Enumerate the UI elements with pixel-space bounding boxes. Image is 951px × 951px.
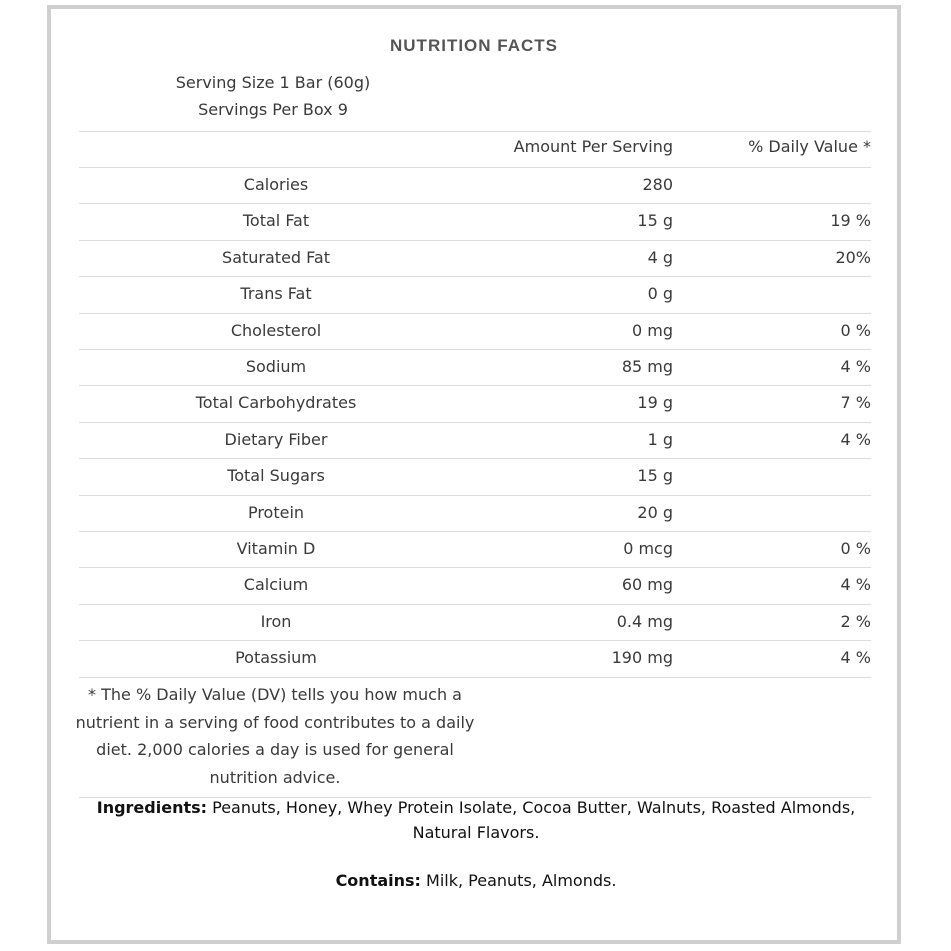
nutrient-name: Calories: [243, 175, 309, 194]
nutrient-name: Total Sugars: [227, 466, 325, 485]
row-divider: [79, 276, 871, 277]
nutrient-amount: 20 g: [637, 503, 673, 522]
nutrient-amount: 60 mg: [621, 575, 673, 594]
row-divider: [79, 458, 871, 459]
nutrient-name: Cholesterol: [230, 321, 322, 340]
ingredients-text: Peanuts, Honey, Whey Protein Isolate, Cocoa Butter, Walnuts, Roasted Almonds, Natural Flavors.: [207, 798, 856, 842]
nutrient-amount: 190 mg: [611, 648, 673, 667]
nutrient-amount: 0 g: [647, 284, 673, 303]
nutrient-daily-value: 2 %: [840, 612, 871, 631]
header-daily-value: % Daily Value *: [748, 137, 871, 156]
nutrient-name: Sodium: [245, 357, 307, 376]
nutrient-name: Protein: [247, 503, 305, 522]
nutrient-name: Calcium: [243, 575, 309, 594]
contains-label: Contains:: [335, 871, 421, 890]
nutrient-amount: 19 g: [637, 393, 673, 412]
row-divider: [79, 240, 871, 241]
allergen-statement: [81, 868, 871, 893]
nutrient-name: Vitamin D: [236, 539, 316, 558]
nutrient-amount: 0.4 mg: [616, 612, 673, 631]
nutrition-facts-panel: [47, 5, 901, 944]
ingredients-label: Ingredients:: [96, 798, 208, 817]
nutrient-name: Total Carbohydrates: [195, 393, 357, 412]
nutrient-daily-value: 20%: [835, 248, 871, 267]
nutrient-name: Iron: [260, 612, 292, 631]
nutrient-daily-value: 0 %: [840, 321, 871, 340]
row-divider: [79, 640, 871, 641]
nutrient-name: Dietary Fiber: [224, 430, 328, 449]
nutrient-name: Total Fat: [242, 211, 310, 230]
nutrient-daily-value: 4 %: [840, 575, 871, 594]
row-divider: [79, 531, 871, 532]
row-divider: [79, 167, 871, 168]
nutrient-name: Potassium: [235, 648, 317, 667]
nutrient-daily-value: 7 %: [840, 393, 871, 412]
row-divider: [79, 677, 871, 678]
row-divider: [79, 567, 871, 568]
serving-size: Serving Size 1 Bar (60g): [175, 73, 371, 92]
divider: [79, 131, 871, 132]
ingredients-statement: [81, 795, 871, 845]
panel-title: NUTRITION FACTS: [390, 36, 558, 55]
nutrient-amount: 280: [642, 175, 673, 194]
servings-per-box: Servings Per Box 9: [198, 100, 348, 119]
row-divider: [79, 349, 871, 350]
nutrient-daily-value: 4 %: [840, 648, 871, 667]
row-divider: [79, 495, 871, 496]
nutrient-amount: 4 g: [647, 248, 673, 267]
nutrient-amount: 0 mcg: [623, 539, 673, 558]
header-amount-per-serving: Amount Per Serving: [513, 137, 673, 156]
nutrient-amount: 15 g: [637, 466, 673, 485]
row-divider: [79, 385, 871, 386]
nutrient-daily-value: 4 %: [840, 430, 871, 449]
nutrient-amount: 15 g: [637, 211, 673, 230]
daily-value-footnote: * The % Daily Value (DV) tells you how much a nutrient in a serving of food contributes to a daily diet. 2,000 calories a day is used for general nutrition advice.: [75, 685, 475, 787]
nutrient-amount: 85 mg: [621, 357, 673, 376]
nutrient-name: Trans Fat: [240, 284, 312, 303]
nutrient-daily-value: 4 %: [840, 357, 871, 376]
nutrient-amount: 0 mg: [631, 321, 673, 340]
nutrient-daily-value: 0 %: [840, 539, 871, 558]
row-divider: [79, 604, 871, 605]
contains-text: Milk, Peanuts, Almonds.: [420, 871, 617, 890]
nutrient-amount: 1 g: [647, 430, 673, 449]
nutrient-name: Saturated Fat: [222, 248, 330, 267]
row-divider: [79, 203, 871, 204]
row-divider: [79, 313, 871, 314]
row-divider: [79, 422, 871, 423]
nutrient-daily-value: 19 %: [830, 211, 871, 230]
